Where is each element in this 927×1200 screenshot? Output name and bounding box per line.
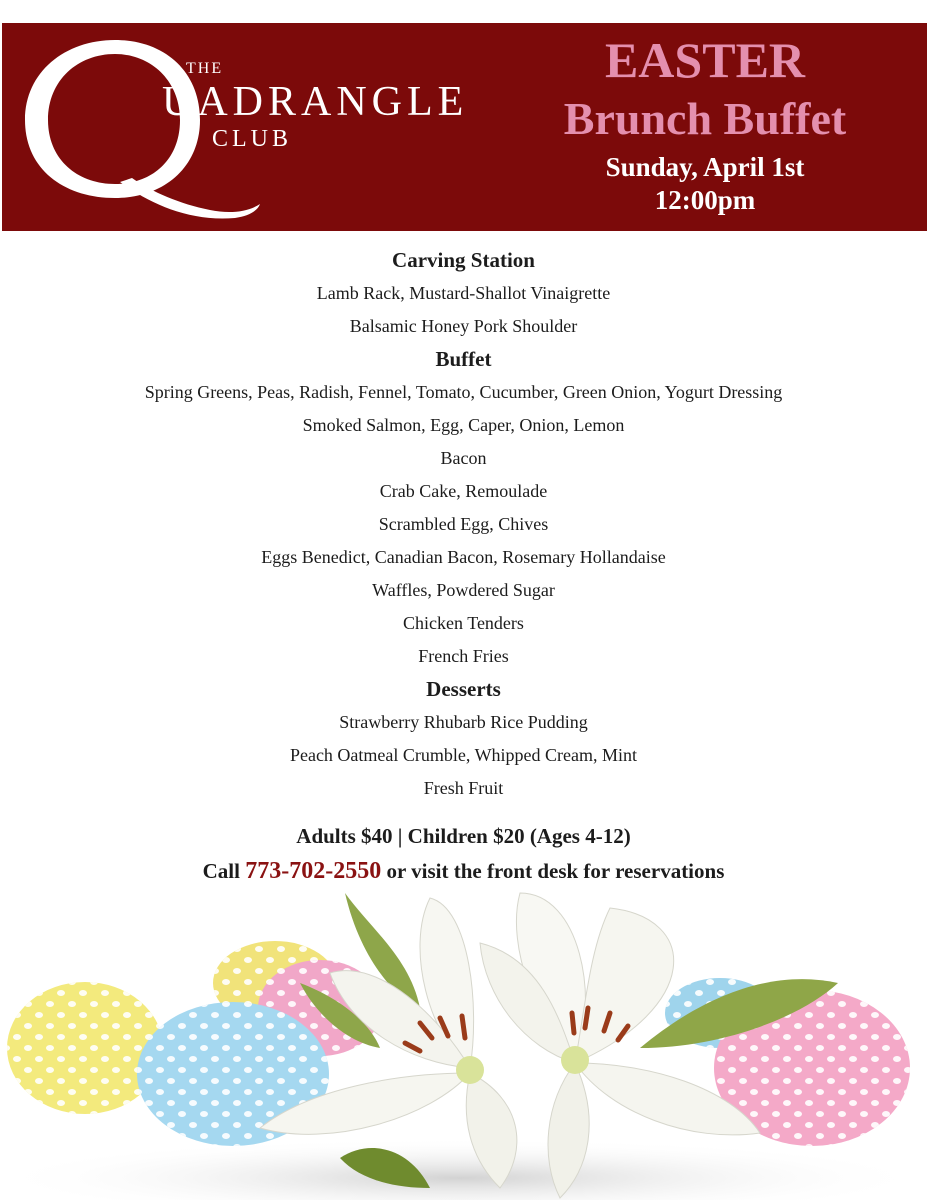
pricing-line: Adults $40 | Children $20 (Ages 4-12) (296, 824, 631, 848)
menu-item: Spring Greens, Peas, Radish, Fennel, Tomato, Cucumber, Green Onion, Yogurt Dressing (144, 382, 783, 402)
reservation-line (0, 857, 927, 885)
section-title-desserts: Desserts (426, 677, 501, 701)
logo-club-text: CLUB (212, 126, 293, 152)
menu-item: Peach Oatmeal Crumble, Whipped Cream, Mint (289, 745, 638, 765)
menu-item: Waffles, Powdered Sugar (372, 580, 555, 600)
phone-number: 773-702-2550 (245, 858, 382, 884)
section-title-buffet: Buffet (435, 347, 492, 371)
menu-item: Eggs Benedict, Canadian Bacon, Rosemary Hollandaise (261, 547, 666, 567)
menu-item: Smoked Salmon, Egg, Caper, Onion, Lemon (302, 415, 625, 435)
yellow-egg-front-icon (7, 982, 163, 1114)
menu-item: Scrambled Egg, Chives (378, 514, 549, 534)
event-date: Sunday, April 1st (605, 152, 805, 182)
menu-item: Fresh Fruit (423, 778, 504, 798)
event-time: 12:00pm (654, 185, 756, 215)
menu-item: Bacon (440, 448, 487, 468)
menu-item: Crab Cake, Remoulade (379, 481, 548, 501)
reservation-prefix: Call (202, 859, 246, 883)
section-title-carving: Carving Station (392, 248, 535, 272)
easter-eggs-lily-illustration (0, 888, 927, 1200)
menu-item: Balsamic Honey Pork Shoulder (349, 316, 578, 336)
event-title: EASTER (604, 32, 806, 88)
menu-list (0, 244, 927, 805)
menu-item: Chicken Tenders (403, 613, 524, 633)
menu-item: French Fries (418, 646, 509, 666)
event-subtitle: Brunch Buffet (563, 93, 847, 144)
logo-the-text: THE (186, 60, 224, 77)
menu-item: Strawberry Rhubarb Rice Pudding (339, 712, 588, 732)
logo-name-text: UADRANGLE (162, 79, 469, 125)
ground-shadow-icon (0, 1138, 927, 1200)
menu-item: Lamb Rack, Mustard-Shallot Vinaigrette (316, 283, 611, 303)
reservation-suffix: or visit the front desk for reservations (381, 859, 725, 883)
